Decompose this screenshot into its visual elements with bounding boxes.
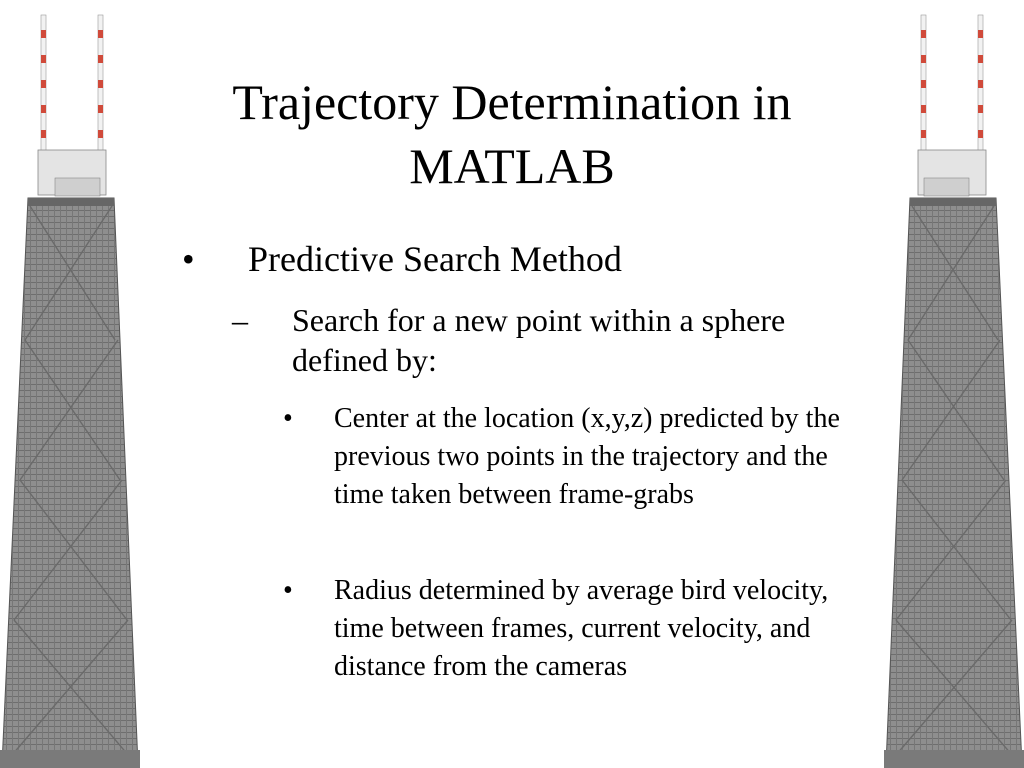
bullet-predictive-search: Predictive Search Method bbox=[248, 239, 622, 279]
slide-title: Trajectory Determination in MATLAB bbox=[232, 74, 792, 194]
building-illustration-left bbox=[0, 0, 140, 768]
bullet-marker-level1: • bbox=[182, 239, 195, 279]
bullet-marker-level3-radius: • bbox=[283, 575, 293, 606]
bullet-marker-level3-center: • bbox=[283, 403, 293, 434]
bullet-radius-determined: Radius determined by average bird velocity, time between frames, current velocity, and distance from the cameras bbox=[334, 575, 829, 682]
bullet-search-sphere: Search for a new point within a sphere defined by: bbox=[292, 302, 786, 378]
bullet-marker-level2: – bbox=[232, 302, 248, 338]
building-illustration-right bbox=[884, 0, 1024, 768]
bullet-center-location: Center at the location (x,y,z) predicted by the previous two points in the trajectory and the time taken between frame-grabs bbox=[334, 403, 840, 510]
